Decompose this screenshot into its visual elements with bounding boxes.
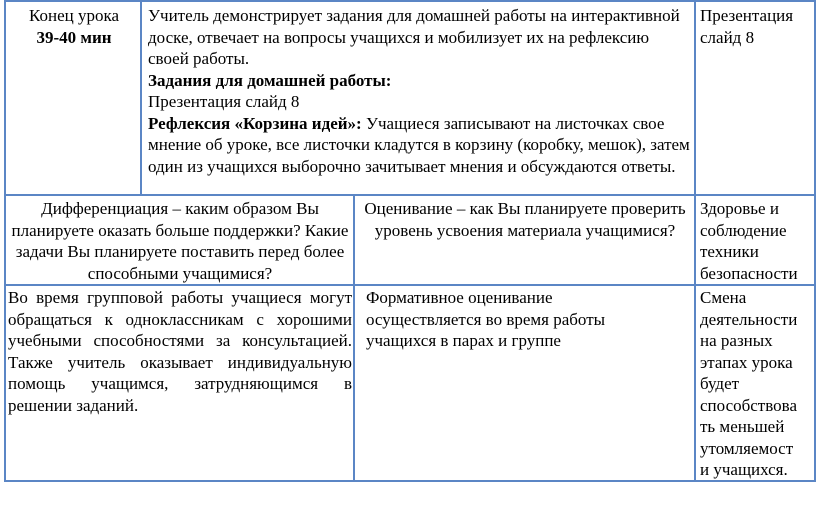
row1-divider-1 <box>140 0 142 196</box>
health-header-line: безопасности <box>700 263 798 283</box>
health-content-line: на разных <box>700 331 773 350</box>
health-header-line: техники <box>700 242 759 261</box>
assessment-header <box>356 198 694 241</box>
lesson-stage-cell <box>10 5 138 48</box>
health-content-line: ть меньшей <box>700 417 785 436</box>
differentiation-content-text: Во время групповой работы учащиеся могут обращаться к одноклассникам с хорошими учебными способностями за консультацией. Также учитель оказывает индивидуальную помощь учащимся, затрудняющимся в решении заданий. <box>8 288 352 415</box>
resources-text: Презентация слайд 8 <box>700 6 794 47</box>
table-left-border <box>4 0 6 482</box>
health-content-line: деятельности <box>700 309 798 329</box>
assessment-content <box>366 287 691 352</box>
reflection-heading: Рефлексия «Корзина идей»: <box>148 113 362 133</box>
teacher-activity-cell <box>148 5 693 177</box>
health-content-line: утомляемост <box>700 438 794 458</box>
health-content-line: будет <box>700 374 740 393</box>
health-content-line: этапах урока <box>700 352 793 372</box>
activity-intro: Учитель демонстрирует задания для домашней работы на интерактивной доске, отвечает на вопросы учащихся и мобилизует их на рефлексию своей работы. <box>148 6 680 68</box>
health-content-line: способствова <box>700 395 797 415</box>
health-content-line: и учащихся. <box>700 460 788 479</box>
assessment-content-line: осуществляется во время работы <box>366 309 606 329</box>
resources-cell <box>700 5 812 48</box>
assessment-content-line: учащихся в парах и группе <box>366 331 561 350</box>
assessment-content-line: Формативное оценивание <box>366 288 553 307</box>
row2-divider-2 <box>694 194 696 482</box>
health-content <box>700 287 812 481</box>
health-header <box>700 198 812 284</box>
row1-divider-2 <box>694 0 696 196</box>
differentiation-header-text: Дифференциация – каким образом Вы планируете оказать больше поддержки? Какие задачи Вы планируете поставить перед более способными учащимися? <box>11 199 349 283</box>
differentiation-content <box>8 287 352 416</box>
assessment-header-text: Оценивание – как Вы планируете проверить уровень усвоения материала учащимися? <box>364 199 686 240</box>
stage-time: 39-40 мин <box>36 27 112 47</box>
health-header-line: соблюдение <box>700 220 787 240</box>
homework-heading: Задания для домашней работы: <box>148 70 392 90</box>
homework-text: Презентация слайд 8 <box>148 92 300 111</box>
stage-label: Конец урока <box>28 6 120 25</box>
health-content-line: Смена <box>700 288 747 307</box>
differentiation-header <box>10 198 350 284</box>
reflection-text: Учащиеся записывают на листочках свое мнение об уроке, все листочки кладутся в корзину (коробку, мешок), затем один из учащихся выборочно зачитывает мнения и обсуждаются ответы. <box>148 113 690 176</box>
health-header-line: Здоровье и <box>700 199 779 218</box>
row2-divider-1 <box>353 194 355 482</box>
